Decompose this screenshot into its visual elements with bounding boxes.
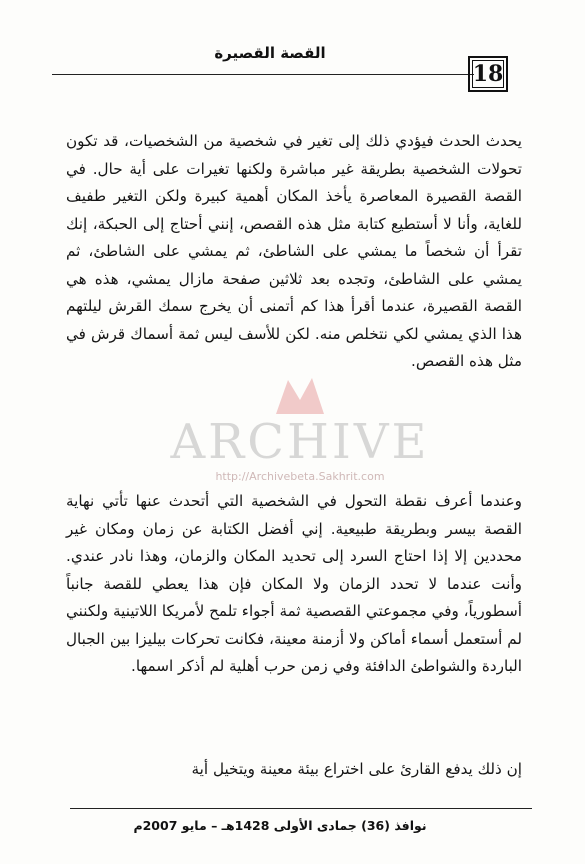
page-number: 18 bbox=[472, 61, 504, 87]
paragraph-text: وعندما أعرف نقطة التحول في الشخصية التي أتحدث عنها تأتي نهاية القصة بيسر وبطريقة طبيعية. إني أفضل الكتابة عن زمان ومكان غير محددين إلا إذا احتاج السرد إلى تحديد المكان والزمان، وهذا نادر عندي. وأنت عندما لا تحدد الزمان ولا المكان فإن هذا يعطي للقصة جانباً أسطورياً، وفي مجموعتي القصصية ثمة أجواء تلمح لأمريكا اللاتينية ولكنني لم أستعمل أسماء أماكن ولا أزمنة معينة، فكانت تحركات بيليزا بين الجبال الباردة والشواطئ الدافئة وفي زمن حرب أهلية لم أذكر اسمها. bbox=[66, 492, 522, 675]
paragraph-3 bbox=[66, 756, 522, 784]
archive-watermark bbox=[150, 374, 450, 484]
watermark-word: ARCHIVE bbox=[170, 414, 430, 470]
paragraph-text: يحدث الحدث فيؤدي ذلك إلى تغير في شخصية من الشخصيات، قد تكون تحولات الشخصية بطريقة غير مباشرة ولكنها تغيرات على أية حال. في القصة القصيرة المعاصرة يأخذ المكان أهمية كبيرة ولكن التغير طفيف للغاية، وأنا لا أستطيع كتابة مثل هذه القصص، إنني أحتاج إلى الحبكة، إنك تقرأ أن شخصاً ما يمشي على الشاطئ، ثم يمشي على الشاطئ، ثم يمشي على الشاطئ، وتجده بعد ثلاثين صفحة مازال يمشي، هذه هي القصة القصيرة، عندما أقرأ هذا كم أتمنى أن يخرج سمك القرش ليلتهم هذا الذي يمشي لكي نتخلص منه. لكن للأسف ليس ثمة أسماك قرش في مثل هذه القصص. bbox=[66, 132, 522, 370]
running-header-title: القصة القصيرة bbox=[214, 44, 326, 62]
page-number-box bbox=[468, 56, 508, 92]
header-rule bbox=[52, 74, 474, 75]
watermark-url: http://Archivebeta.Sakhrit.com bbox=[215, 470, 385, 483]
footer-issue-info: نوافذ (36) جمادى الأولى 1428هـ – مايو 2007م bbox=[133, 818, 427, 833]
footer-rule bbox=[70, 808, 532, 809]
paragraph-1 bbox=[66, 128, 522, 376]
archive-logo-icon bbox=[272, 374, 328, 418]
paragraph-2 bbox=[66, 488, 522, 681]
paragraph-text: إن ذلك يدفع القارئ على اختراع بيئة معينة ويتخيل أية bbox=[191, 760, 522, 778]
